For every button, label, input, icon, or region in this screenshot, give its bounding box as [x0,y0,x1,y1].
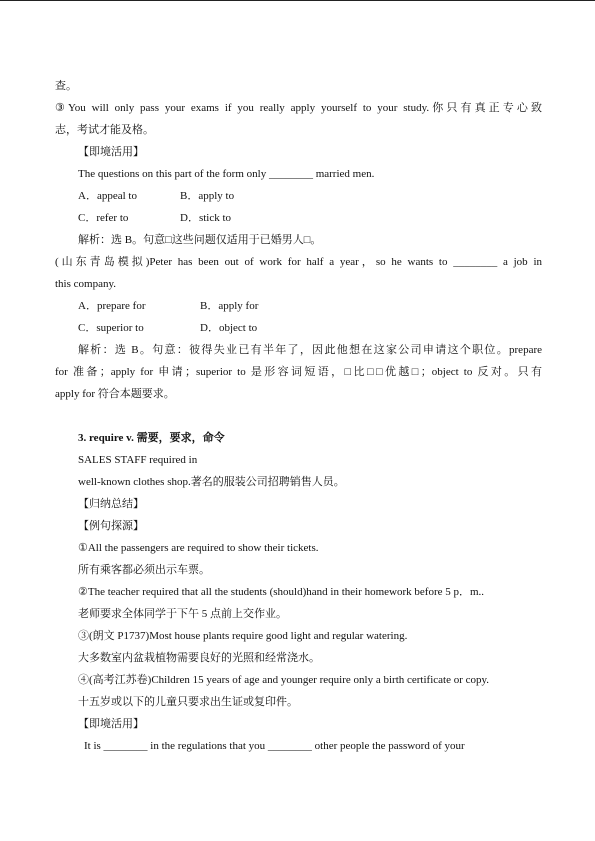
translation: 所有乘客都必须出示车票。 [78,564,210,576]
translation: 老师要求全体同学于下午 5 点前上交作业。 [78,608,287,620]
answer-explanation: 解析：选 B。句意：彼得失业已有半年了，因此他想在这家公司申请这个职位。prepare [78,344,542,356]
example-text: well-known clothes shop.著名的服装公司招聘销售人员。 [78,476,345,488]
example-sentence: ③You will only pass your exams if you really apply yourself to your study.你只有真正专心致 [55,102,542,114]
translation: 十五岁或以下的儿童只要求出生证或复印件。 [78,696,298,708]
example-text: SALES STAFF required in [78,454,198,466]
option-b: B．apply to [180,190,235,202]
question-text: The questions on this part of the form only ________ married men. [78,168,375,180]
section-heading: 【例句探源】 [78,520,144,532]
answer-explanation: for 准备；apply for 申请；superior to 是形容词短语，□比□□优越□；object to 反对。只有 [55,366,542,378]
section-heading: 【即境活用】 [78,718,144,730]
answer-explanation: apply for 符合本题要求。 [55,388,175,400]
option-a: A．appeal to [78,190,137,202]
option-c: C．refer to [78,212,129,224]
translation: 大多数室内盆栽植物需要良好的光照和经常浇水。 [78,652,320,664]
example-sentence: ③(朗文 P1737)Most house plants require good light and regular watering. [78,630,408,642]
option-c: C．superior to [78,322,144,334]
text-line: 查。 [55,80,77,92]
answer-explanation: 解析：选 B。句意□这些问题仅适用于已婚男人□。 [78,234,322,246]
question-text: (山东青岛模拟)Peter has been out of work for half a year，so he wants to ________ a job in [55,256,542,268]
option-d: D．stick to [180,212,232,224]
section-heading: 【即境活用】 [78,146,144,158]
question-text: this company. [55,278,116,290]
section-heading: 【归纳总结】 [78,498,144,510]
question-text: It is ________ in the regulations that you ________ other people the password of your [84,740,465,752]
page-top-rule [0,0,595,1]
option-a: A．prepare for [78,300,146,312]
example-sentence: ②The teacher required that all the students (should)hand in their homework before 5 p．m.. [78,586,485,598]
example-sentence: ④(高考江苏卷)Children 15 years of age and younger require only a birth certificate or copy. [78,674,490,686]
text-line: 志，考试才能及格。 [55,124,154,136]
option-d: D．object to [200,322,258,334]
vocab-heading: 3. require v. 需要，要求，命令 [78,432,225,444]
option-b: B．apply for [200,300,259,312]
example-sentence: ①All the passengers are required to show their tickets. [78,542,319,554]
